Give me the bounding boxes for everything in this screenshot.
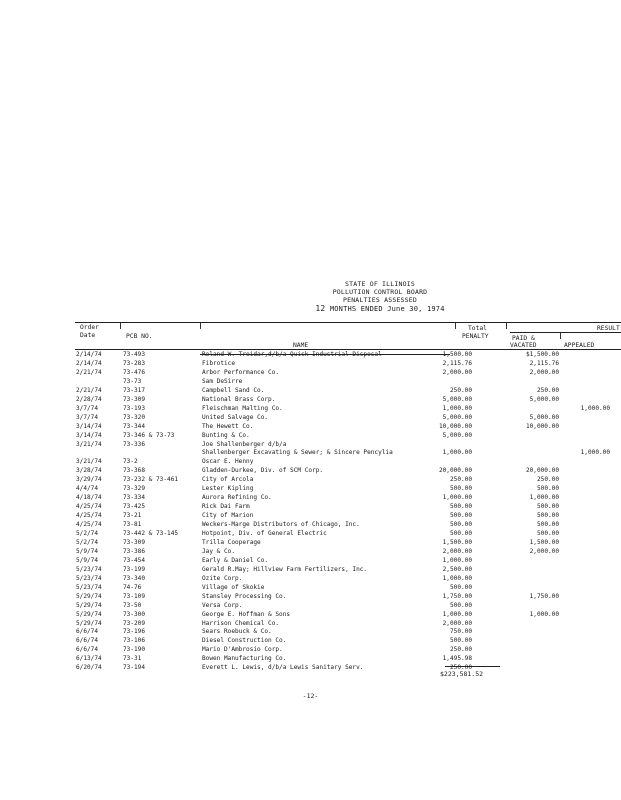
respondent-name: Mario D'Ambrosio Corp. (202, 646, 283, 654)
order-date: 5/29/74 (76, 592, 102, 600)
order-date: 6/6/74 (76, 628, 99, 636)
penalty-amount: 250.00 (449, 664, 472, 672)
penalty-amount: 500.00 (449, 503, 472, 511)
header-period-text: MONTHS ENDED June 30, 1974 (329, 305, 445, 313)
paid-amount: 1,000.00 (529, 610, 559, 618)
table-row (0, 529, 621, 538)
table-row (0, 502, 621, 511)
header-state: STATE OF ILLINOIS (345, 280, 415, 288)
order-date: 3/14/74 (76, 422, 102, 430)
pcb-number: 73-336 (123, 440, 146, 448)
penalty-amount: 500.00 (449, 583, 472, 591)
penalty-amount: 1,500.00 (442, 351, 472, 358)
penalty-amount: 500.00 (449, 637, 472, 645)
col-paid-label-2: VACATED (510, 342, 537, 349)
pcb-number: 74-76 (123, 583, 142, 591)
col-date-label: Date (80, 332, 96, 339)
table-row (0, 592, 621, 601)
pcb-number: 73-309 (123, 395, 146, 403)
respondent-name: National Brass Corp. (202, 395, 276, 403)
table-row (0, 538, 621, 547)
pcb-number: 73-493 (123, 351, 146, 358)
table-row (0, 556, 621, 565)
penalty-amount: 2,000.00 (442, 368, 472, 376)
total-rule (445, 666, 500, 667)
pcb-number: 73-386 (123, 547, 146, 555)
paid-amount: 250.00 (536, 386, 559, 394)
order-date: 4/25/74 (76, 503, 102, 511)
penalty-amount: 20,000.00 (438, 467, 472, 475)
pcb-number: 73-209 (123, 619, 146, 627)
paid-amount: 20,000.00 (525, 467, 559, 475)
col-penalty-label-1: Total (468, 325, 487, 332)
paid-amount: 2,000.00 (529, 368, 559, 376)
order-date: 6/13/74 (76, 655, 102, 663)
respondent-name: Oscar E. Henny (202, 458, 254, 466)
order-date: 6/6/74 (76, 646, 99, 654)
respondent-name: Everett L. Lewis, d/b/a Lewis Sanitary Serv. (202, 664, 364, 672)
penalty-amount: 1,750.00 (442, 592, 472, 600)
order-date: 3/21/74 (76, 458, 102, 466)
penalty-amount: 1,000.00 (442, 404, 472, 412)
paid-amount: 1,000.00 (529, 494, 559, 502)
pcb-number: 73-329 (123, 485, 146, 493)
penalty-amount: 1,000.00 (442, 574, 472, 582)
pcb-number: 73-346 & 73-73 (123, 431, 175, 439)
order-date: 2/21/74 (76, 386, 102, 394)
respondent-name: City of Arcola (202, 476, 254, 484)
pcb-number: 73-368 (123, 467, 146, 475)
penalty-amount: 1,000.00 (442, 494, 472, 502)
penalty-amount: 250.00 (449, 386, 472, 394)
paid-amount: 2,115.76 (529, 359, 559, 367)
header-top-rule (75, 322, 621, 323)
order-date: 3/21/74 (76, 440, 102, 448)
pcb-number: 73-344 (123, 422, 146, 430)
header-period-number: 12 (315, 304, 326, 313)
penalty-amount: 250.00 (449, 646, 472, 654)
pcb-number: 73-232 & 73-461 (123, 476, 179, 484)
order-date: 5/2/74 (76, 538, 99, 546)
order-date: 6/6/74 (76, 637, 99, 645)
pcb-number: 73-283 (123, 359, 146, 367)
respondent-name: Bunting & Co. (202, 431, 250, 439)
pcb-number: 73-50 (123, 601, 142, 609)
order-date: 3/7/74 (76, 404, 99, 412)
respondent-name: George E. Hoffman & Sons (202, 610, 291, 618)
pcb-number: 73-442 & 73-145 (123, 530, 179, 537)
table-row (0, 619, 621, 628)
penalty-amount: 2,500.00 (442, 565, 472, 573)
table-row (0, 663, 621, 672)
respondent-name: Ozite Corp. (202, 574, 243, 582)
table-row (0, 574, 621, 583)
order-date: 5/29/74 (76, 610, 102, 618)
pcb-number: 73-425 (123, 503, 146, 511)
table-row (0, 377, 621, 386)
col-divider (506, 323, 507, 329)
table-row (0, 493, 621, 502)
respondent-name: Jay & Co. (202, 547, 236, 555)
respondent-name: Village of Skokie (202, 583, 265, 591)
penalty-amount: 1,000.00 (442, 556, 472, 564)
table-row (0, 475, 621, 484)
respondent-name: Stansley Processing Co. (202, 592, 287, 600)
order-date: 5/23/74 (76, 583, 102, 591)
table-row (0, 395, 621, 404)
appealed-amount: 1,000.00 (580, 449, 610, 457)
penalty-amount: 5,000.00 (442, 395, 472, 403)
table-row (0, 422, 621, 431)
col-name-label: NAME (293, 342, 309, 349)
respondent-name: Rick Dai Farm (202, 503, 250, 511)
penalty-amount: 2,000.00 (442, 619, 472, 627)
table-row (0, 547, 621, 556)
respondent-name: City of Marion (202, 512, 254, 520)
respondent-name: Arbor Performance Co. (202, 368, 280, 376)
respondent-name: Roland W. Treidar,d/b/a Quick Industrial Disposal (202, 351, 382, 358)
table-row (0, 601, 621, 610)
pcb-number: 73-2 (123, 458, 138, 466)
pcb-number: 73-196 (123, 628, 146, 636)
order-date: 5/23/74 (76, 574, 102, 582)
col-order-label: Order (80, 324, 99, 331)
pcb-number: 73-21 (123, 512, 142, 520)
penalty-amount: 500.00 (449, 530, 472, 537)
paid-amount: 5,000.00 (529, 413, 559, 421)
penalty-amount: 1,000.00 (442, 610, 472, 618)
order-date: 4/18/74 (76, 494, 102, 502)
pcb-number: 73-340 (123, 574, 146, 582)
pcb-number: 73-81 (123, 521, 142, 529)
order-date: 5/9/74 (76, 547, 99, 555)
table-row (0, 404, 621, 413)
respondent-name: Campbell Sand Co. (202, 386, 265, 394)
order-date: 2/28/74 (76, 395, 102, 403)
respondent-name: Bowen Manufacturing Co. (202, 655, 287, 663)
penalty-amount: 10,000.00 (438, 422, 472, 430)
col-divider (560, 333, 561, 339)
table-row (0, 583, 621, 592)
respondent-name: Aurora Refining Co. (202, 494, 272, 502)
result-group-rule (510, 332, 621, 333)
penalty-amount: 500.00 (449, 485, 472, 493)
respondent-name: Sears Roebuck & Co. (202, 628, 272, 636)
table-row (0, 457, 621, 466)
pcb-number: 73-73 (123, 377, 142, 385)
penalty-amount: 1,500.00 (442, 538, 472, 546)
table-row (0, 484, 621, 493)
order-date: 4/25/74 (76, 512, 102, 520)
paid-amount: 2,000.00 (529, 547, 559, 555)
paid-amount: 10,000.00 (525, 422, 559, 430)
order-date: 5/29/74 (76, 619, 102, 627)
col-result-label: RESULT (597, 325, 620, 332)
order-date: 3/28/74 (76, 467, 102, 475)
table-row (0, 511, 621, 520)
pcb-number: 73-309 (123, 538, 146, 546)
col-divider (455, 323, 456, 329)
order-date: 2/21/74 (76, 368, 102, 376)
order-date: 5/9/74 (76, 556, 99, 564)
respondent-name: Versa Corp. (202, 601, 243, 609)
respondent-name: Trilla Cooperage (202, 538, 261, 546)
pcb-number: 73-199 (123, 565, 146, 573)
order-date: 3/14/74 (76, 431, 102, 439)
penalty-amount: 500.00 (449, 521, 472, 529)
pcb-number: 73-300 (123, 610, 146, 618)
pcb-number: 73-106 (123, 637, 146, 645)
paid-amount: 500.00 (536, 530, 559, 537)
respondent-name: Joe Shallenberger d/b/a (202, 440, 287, 448)
table-row (0, 386, 621, 395)
header-period (290, 305, 470, 314)
penalty-amount: 5,000.00 (442, 431, 472, 439)
penalty-amount: 250.00 (449, 476, 472, 484)
penalty-amount: 500.00 (449, 601, 472, 609)
respondent-name: Weckers-Marge Distributors of Chicago, Inc. (202, 521, 360, 529)
col-appealed-label: APPEALED (564, 342, 595, 349)
respondent-name: Shallenberger Excavating & Sewer; & Sincere Pencylia (202, 449, 393, 457)
col-divider (200, 323, 201, 329)
table-row (0, 627, 621, 636)
table-row (0, 565, 621, 574)
penalty-amount: 5,000.00 (442, 413, 472, 421)
col-paid-label-1: PAID & (512, 335, 535, 342)
paid-amount: 250.00 (536, 476, 559, 484)
table-row (0, 610, 621, 619)
order-date: 6/20/74 (76, 664, 102, 672)
pcb-number: 73-317 (123, 386, 146, 394)
table-row (0, 448, 621, 457)
pcb-number: 73-194 (123, 664, 146, 672)
table-row (0, 368, 621, 377)
respondent-name: Lester Kipling (202, 485, 254, 493)
order-date: 4/25/74 (76, 521, 102, 529)
order-date: 3/29/74 (76, 476, 102, 484)
pcb-number: 73-31 (123, 655, 142, 663)
table-row (0, 645, 621, 654)
header-title: PENALTIES ASSESSED (342, 296, 418, 304)
penalty-amount: 750.00 (449, 628, 472, 636)
header-board: POLLUTION CONTROL BOARD (332, 288, 428, 296)
order-date: 2/14/74 (76, 351, 102, 358)
pcb-number: 73-454 (123, 556, 146, 564)
col-divider (120, 323, 121, 329)
order-date: 5/2/74 (76, 530, 99, 537)
pcb-number: 73-334 (123, 494, 146, 502)
table-row (0, 520, 621, 529)
pcb-number: 73-190 (123, 646, 146, 654)
respondent-name: Hotpoint, Div. of General Electric (202, 530, 327, 537)
grand-total: $223,581.52 (440, 670, 484, 678)
respondent-name: Sam DeSirre (202, 377, 243, 385)
respondent-name: United Salvage Co. (202, 413, 269, 421)
pcb-number: 73-476 (123, 368, 146, 376)
table-row (0, 413, 621, 422)
order-date: 5/23/74 (76, 565, 102, 573)
respondent-name: Diesel Construction Co. (202, 637, 287, 645)
page-number: -12- (302, 692, 319, 700)
table-row (0, 359, 621, 368)
table-row (0, 654, 621, 663)
respondent-name: Gerald R.May; Hillview Farm Fertilizers, Inc. (202, 565, 368, 573)
appealed-amount: 1,000.00 (580, 404, 610, 412)
paid-amount: $1,500.00 (525, 351, 559, 358)
table-row (0, 431, 621, 440)
order-date: 2/14/74 (76, 359, 102, 367)
penalty-amount: 1,000.00 (442, 449, 472, 457)
penalty-amount: 1,495.98 (442, 655, 472, 663)
paid-amount: 500.00 (536, 512, 559, 520)
paid-amount: 500.00 (536, 521, 559, 529)
name-underline (200, 354, 450, 355)
order-date: 4/4/74 (76, 485, 99, 493)
respondent-name: Fibrotice (202, 359, 236, 367)
table-row (0, 440, 621, 449)
col-pcb-label: PCB NO. (126, 333, 153, 340)
penalty-amount: 2,115.76 (442, 359, 472, 367)
penalty-amount: 500.00 (449, 512, 472, 520)
paid-amount: 500.00 (536, 503, 559, 511)
respondent-name: Gladden-Durkee, Div. of SCM Corp. (202, 467, 324, 475)
pcb-number: 73-193 (123, 404, 146, 412)
respondent-name: Harrison Chemical Co. (202, 619, 280, 627)
order-date: 5/29/74 (76, 601, 102, 609)
order-date: 3/7/74 (76, 413, 99, 421)
paid-amount: 5,000.00 (529, 395, 559, 403)
paid-amount: 1,500.00 (529, 538, 559, 546)
col-penalty-label-2: PENALTY (462, 333, 489, 340)
pcb-number: 73-320 (123, 413, 146, 421)
table-row (0, 636, 621, 645)
pcb-number: 73-109 (123, 592, 146, 600)
respondent-name: Fleischman Malting Co. (202, 404, 283, 412)
respondent-name: The Hewett Co. (202, 422, 254, 430)
paid-amount: 500.00 (536, 485, 559, 493)
respondent-name: Early & Daniel Co. (202, 556, 269, 564)
table-row (0, 466, 621, 475)
paid-amount: 1,750.00 (529, 592, 559, 600)
penalty-amount: 2,000.00 (442, 547, 472, 555)
